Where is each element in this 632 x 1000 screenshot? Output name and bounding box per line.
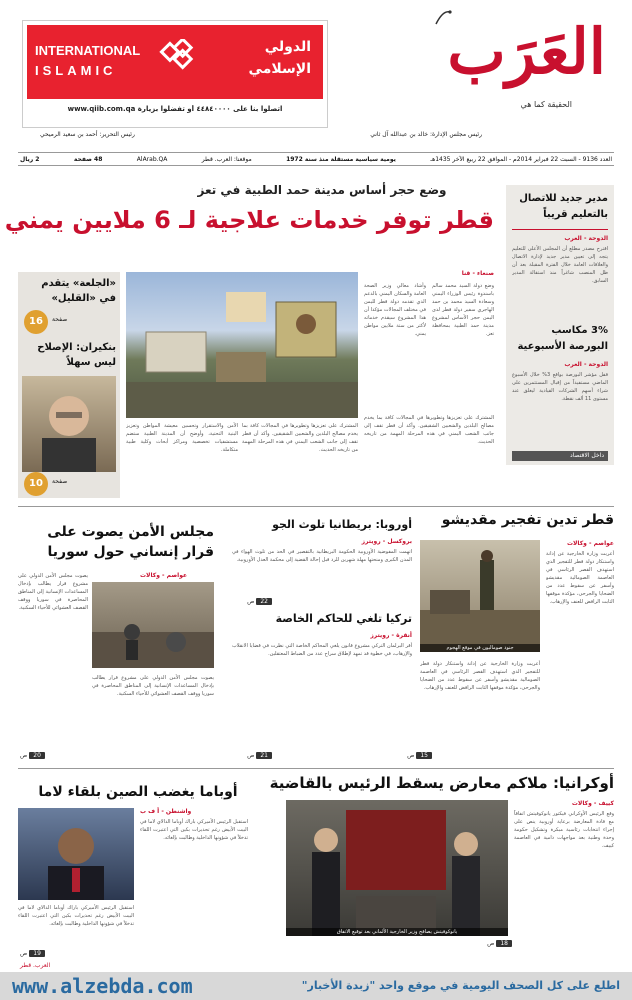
sidebar-text-2: قفل مؤشر البورصة بواقع 3% خلال الأسبوع الماضي مستفيداً من إقبال المستثمرين على شراء أسهم الشركات القيادية ليغلق عند مستوى 11 ألف نقطة.: [512, 372, 608, 402]
obama-page-label: ص: [20, 950, 28, 957]
turkey-page-num: 21: [256, 752, 272, 759]
syria-photo: [92, 582, 214, 668]
lead-kicker: وضع حجر أساس مدينة حمد الطبية في تعز: [197, 183, 447, 197]
issue-pages: 48 صفحة: [73, 155, 103, 163]
somalia-headline[interactable]: قطر تدين تفجير مقديشو: [441, 512, 614, 528]
sidebar-title-2[interactable]: 3% مكاسب البورصة الأسبوعية: [517, 325, 608, 352]
obama-photo: [18, 808, 134, 900]
logo-text: العَرَب: [447, 15, 606, 88]
syria-cat: عواصم - وكالات: [140, 572, 188, 579]
somalia-text: أعربت وزارة الخارجية عن إدانة واستنكار دولة قطر للتفجير الذي استهدف القصر الرئاسي في العاصمة الصومالية مقديشو وأسفر عن سقوط عدد من الضحايا والجرحى، مؤكدة موقفها الثابت الرافض للعنف والإرهاب.: [546, 551, 614, 605]
ukraine-cat: كييف - وكالات: [571, 800, 614, 807]
ad-en-line1: INTERNATIONAL: [35, 43, 141, 58]
lead-col-1b: المشترك على تعزيزها وتطويرها في المجالات كافة بما يخدم مصالح البلدين والشعبين الشقيقين. وأكد أن قطر تقف إلى جانب الشعب اليمني في هذه المرحلة المهمة من تاريخه الحديث.: [364, 415, 494, 445]
left-item2-title[interactable]: بنكيران: الإصلاح ليس سهلاً: [37, 342, 116, 368]
left-item2-photo: [22, 376, 116, 472]
europe-headline[interactable]: أوروبا: بريطانيا تلوث الجو: [272, 518, 412, 531]
issue-info: العدد 9136 - السبت 22 فبراير 2014م - الموافق 22 ربيع الآخر 1435هـ: [430, 155, 612, 163]
ad-en-line2: ISLAMIC: [35, 63, 117, 78]
lead-headline[interactable]: قطر توفر خدمات علاجية لـ 6 ملايين يمني: [4, 206, 494, 234]
obama-page-ref[interactable]: [20, 950, 45, 957]
lead-col-3: المشترك على تعزيزها وتطويرها في المجالات كافة بما يخدم مصالح البلدين والشعبين الشقيقين. وأكد أن قطر تقف إلى جانب الشعب اليمني في هذه المرحلة المهمة من تاريخه الحديث.: [242, 423, 358, 453]
somalia-page-label: ص: [407, 752, 415, 759]
somalia-cat: عواصم - وكالات: [566, 540, 614, 547]
credit-editor: رئيس التحرير: أحمد بن سعيد الرميحي: [40, 131, 135, 138]
left-item2-page-label: صفحة: [52, 478, 68, 485]
obama-headline[interactable]: أوباما يغضب الصين بلقاء لاما: [38, 784, 238, 800]
lead-col-4: الأمن والاستقرار وتحسين معيشة المواطن وتعزيز البنية التحتية، وأوضح أن المدينة الطبية ستضم مستشفيات تخصصية ومراكز أبحاث وكلية طبية متكاملة.: [126, 423, 238, 453]
somalia-page-num: 15: [416, 752, 432, 759]
turkey-cat: أنقرة - رويترز: [370, 632, 412, 639]
sidebar-more[interactable]: داخل الاقتصاد: [512, 451, 608, 461]
turkey-text: أقر البرلمان التركي مشروع قانون يلغي المحاكم الخاصة التي نظرت في قضايا الانقلاب والإرهاب، في خطوة قد تمهد لإطلاق سراح عدد من الضباط المعتقلين.: [232, 643, 412, 657]
ad-contact: اتصلوا بنا على ٤٤٨٤٠٠٠٠ أو تفضلوا بزيارة www.qiib.com.qa: [67, 105, 283, 113]
obama-cat: واشنطن - أ ف ب: [140, 808, 192, 815]
issue-bar: [18, 152, 614, 166]
masthead: [0, 0, 632, 150]
sidebar-cat-2: الدوحة - العرب: [564, 361, 608, 368]
ukraine-photo: [286, 800, 508, 936]
ad-ar-line1: الدولي: [264, 39, 311, 55]
logo-ornament-icon: [434, 8, 452, 26]
issue-site-en[interactable]: AlArab.QA: [136, 155, 168, 163]
syria-page-ref[interactable]: [20, 752, 45, 759]
syria-page-num: 20: [29, 752, 45, 759]
footer-promo: اطلع على كل الصحف اليومية في موقع واحد "زبدة الأخبار": [301, 979, 620, 992]
somalia-text-2: أعربت وزارة الخارجية عن إدانة واستنكار دولة قطر للتفجير الذي استهدف القصر الرئاسي في العاصمة الصومالية مقديشو وأسفر عن سقوط عدد من الضحايا والجرحى، مؤكدة موقفها الثابت الرافض للعنف والإرهاب.: [420, 661, 540, 691]
europe-page-label: ص: [247, 598, 255, 605]
left-item2-badge: 10: [24, 472, 48, 496]
somalia-caption: جنود صوماليون في موقع الهجوم: [420, 644, 540, 652]
ukraine-headline[interactable]: أوكرانيا: ملاكم معارض يسقط الرئيس بالقاضية: [269, 774, 614, 792]
syria-headline[interactable]: مجلس الأمن يصوت على قرار إنساني حول سوريا: [47, 524, 214, 560]
credits-bar: [40, 131, 482, 143]
lead-col-1: وضع دولة السيد محمد سالم باسندوة رئيس الوزراء اليمني وسعادة السيد محمد بن حمد الهاجري سفير دولة قطر لدى اليمن حجر الأساس لمشروع مدينة حمد الطبية بمحافظة تعز.: [432, 283, 494, 337]
issue-tagline: يومية سياسية مستقلة منذ سنة 1972: [286, 155, 396, 163]
ad-ar-line2: الإسلامي: [248, 61, 311, 77]
ad-logo-icon: [157, 39, 197, 79]
obama-page-num: 19: [29, 950, 45, 957]
sidebar-rule: [512, 229, 608, 230]
divider-2: [18, 768, 614, 769]
somalia-photo: [420, 540, 540, 652]
footer-watermark[interactable]: www.alzebda.com: [12, 974, 193, 998]
sidebar-text: اقترح مصدر مطلع أن المجلس الأعلى للتعليم يتجه إلى تعيين مدير جديد لإدارة الاتصال والعلاقات العامة خلال الفترة المقبلة بعد أن ظل المنصب شاغراً منذ استقالة المدير السابق.: [512, 246, 608, 284]
ukraine-page-ref[interactable]: [487, 940, 512, 947]
footer-banner[interactable]: [0, 972, 632, 1000]
left-item1-badge: 16: [24, 310, 48, 334]
sidebar-cat: الدوحة - العرب: [564, 235, 608, 242]
turkey-page-ref[interactable]: [247, 752, 272, 759]
ukraine-text: وقع الرئيس الأوكراني فيكتور يانوكوفيتش اتفاقاً مع قادة المعارضة برعاية أوروبية ينص على إجراء انتخابات رئاسية مبكرة وتشكيل حكومة وحدة وطنية بعد مواجهات دامية في العاصمة كييف.: [514, 811, 614, 849]
lead-photo: [126, 272, 358, 418]
syria-text-2: يصوت مجلس الأمن الدولي على مشروع قرار يطالب بإدخال المساعدات الإنسانية إلى المناطق المحاصرة في سوريا ووقف القصف العشوائي للأحياء السكنية.: [92, 675, 214, 697]
europe-page-num: 22: [256, 598, 272, 605]
obama-text-2: استقبل الرئيس الأميركي باراك أوباما الدالاي لاما في البيت الأبيض رغم تحذيرات بكين التي اعتبرت اللقاء تدخلاً في شؤونها الداخلية وطالبت بإلغائه.: [18, 905, 134, 927]
syria-text: يصوت مجلس الأمن الدولي على مشروع قرار يطالب بإدخال المساعدات الإنسانية إلى المناطق المحاصرة في سوريا ووقف القصف العشوائي للأحياء السكنية.: [18, 573, 88, 611]
ad-red-panel: [27, 25, 323, 99]
somalia-page-ref[interactable]: [407, 752, 432, 759]
europe-page-ref[interactable]: [247, 598, 272, 605]
sidebar-left: [18, 272, 120, 498]
ukraine-page-num: 18: [496, 940, 512, 947]
turkey-page-label: ص: [247, 752, 255, 759]
issue-price: 2 ريال: [20, 155, 40, 163]
obama-text: استقبل الرئيس الأميركي باراك أوباما الدالاي لاما في البيت الأبيض رغم تحذيرات بكين التي اعتبرت اللقاء تدخلاً في شؤونها الداخلية وطالبت بإلغائه.: [140, 819, 248, 841]
europe-text: اتهمت المفوضية الأوروبية الحكومة البريطانية بالتقصير في الحد من تلوث الهواء في المدن الكبرى ومنحتها مهلة شهرين للرد قبل إحالة القضية إلى محكمة العدل الأوروبية.: [232, 549, 412, 563]
footer-small: العرب. قطر: [20, 962, 51, 969]
slogan: الحقيقة كما هي: [520, 100, 572, 109]
left-item1-title[interactable]: «الجلعة» يتقدم في «القليل»: [41, 278, 116, 304]
europe-cat: بروكسل - رويترز: [361, 538, 412, 545]
divider-1: [18, 506, 614, 507]
syria-page-label: ص: [20, 752, 28, 759]
issue-website: موقعنا: العرب. قطر: [201, 155, 252, 163]
ukraine-caption: يانوكوفيتش يصافح وزير الخارجية الألماني بعد توقيع الاتفاق: [286, 928, 508, 936]
lead-col-2: وأشاد معالي وزير الصحة العامة والسكان اليمني بالدعم الذي تقدمه دولة قطر لليمن في مختلف المجالات مؤكدا أن هذا المشروع سيقدم خدماته لأكثر من ستة ملايين مواطن يمني.: [364, 283, 426, 337]
turkey-headline[interactable]: تركيا تلغي للحاكم الخاصة: [275, 612, 412, 625]
sidebar-title[interactable]: مدير جديد للاتصال بالتعليم قريباً: [519, 193, 608, 220]
credit-chairman: رئيس مجلس الإدارة: خالد بن عبدالله آل ثاني: [370, 131, 482, 138]
sidebar-right: [506, 185, 614, 465]
ukraine-page-label: ص: [487, 940, 495, 947]
lead-dateline: صنعاء - قنا: [461, 270, 494, 277]
left-item1-page-label: صفحة: [52, 316, 68, 323]
ad-qiib[interactable]: [22, 20, 328, 128]
